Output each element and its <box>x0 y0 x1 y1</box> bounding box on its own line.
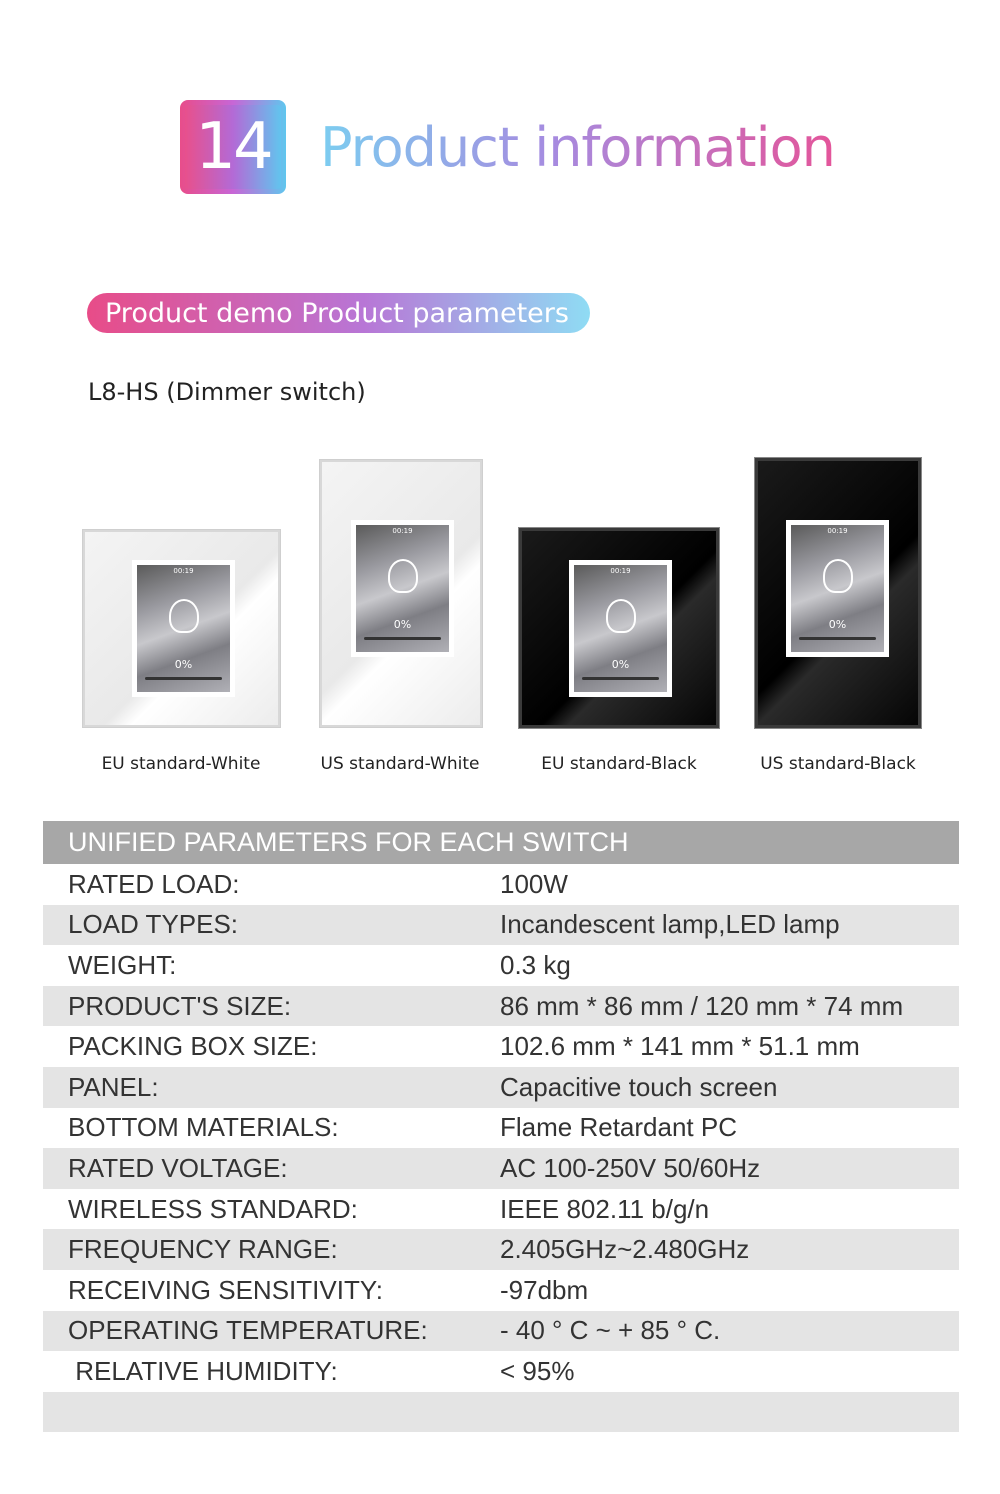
switch-eu-black <box>519 528 719 728</box>
param-value: - 40 ° C ~ + 85 ° C. <box>500 1315 721 1346</box>
dimmer-slider <box>364 637 441 640</box>
param-value: -97dbm <box>500 1274 589 1305</box>
section-number-badge <box>180 100 286 194</box>
table-row <box>43 1026 959 1067</box>
dimmer-percent: 0% <box>611 658 630 671</box>
param-key: PACKING BOX SIZE: <box>68 1031 318 1062</box>
dimmer-slider <box>145 677 222 680</box>
param-value: 2.405GHz~2.480GHz <box>500 1234 750 1265</box>
screen-time: 00:19 <box>610 567 631 575</box>
param-key: BOTTOM MATERIALS: <box>68 1112 339 1143</box>
table-row <box>43 905 959 946</box>
param-key: PRODUCT'S SIZE: <box>68 990 292 1021</box>
table-row <box>43 1148 959 1189</box>
switch-us-black <box>755 458 921 728</box>
page-title: Product information <box>320 115 835 179</box>
caption-eu-black: EU standard-Black <box>541 754 697 774</box>
switch-us-white <box>320 460 482 727</box>
param-value: < 95% <box>500 1355 575 1386</box>
param-key: RELATIVE HUMIDITY: <box>68 1355 338 1386</box>
dimmer-percent: 0% <box>828 618 847 631</box>
param-key: RECEIVING SENSITIVITY: <box>68 1274 383 1305</box>
param-value: Capacitive touch screen <box>500 1071 778 1102</box>
caption-eu-white: EU standard-White <box>101 754 261 774</box>
table-row <box>43 1067 959 1108</box>
model-name: L8-HS (Dimmer switch) <box>88 378 366 406</box>
param-value: IEEE 802.11 b/g/n <box>500 1193 710 1224</box>
screen-time: 00:19 <box>173 567 194 575</box>
param-key: RATED VOLTAGE: <box>68 1152 288 1183</box>
param-key: PANEL: <box>68 1071 159 1102</box>
section-number: 14 <box>195 110 271 184</box>
param-key: OPERATING TEMPERATURE: <box>68 1315 428 1346</box>
param-key: FREQUENCY RANGE: <box>68 1234 338 1265</box>
table-row <box>43 1270 959 1311</box>
param-key: WEIGHT: <box>68 949 177 980</box>
table-row <box>43 864 959 905</box>
param-value: 102.6 mm * 141 mm * 51.1 mm <box>500 1031 860 1062</box>
table-row <box>43 1311 959 1352</box>
screen-time: 00:19 <box>392 527 413 535</box>
dimmer-slider <box>799 637 876 640</box>
table-row <box>43 986 959 1027</box>
param-value: Incandescent lamp,LED lamp <box>500 909 840 940</box>
dimmer-percent: 0% <box>393 618 412 631</box>
switch-screen <box>132 560 235 697</box>
screen-time: 00:19 <box>827 527 848 535</box>
dimmer-percent: 0% <box>174 658 193 671</box>
param-value: AC 100-250V 50/60Hz <box>500 1152 761 1183</box>
param-key: LOAD TYPES: <box>68 909 239 940</box>
param-value: 0.3 kg <box>500 949 571 980</box>
bulb-icon <box>823 559 853 593</box>
table-row <box>43 945 959 986</box>
table-footer <box>43 1392 959 1432</box>
bulb-icon <box>169 599 199 633</box>
param-key: RATED LOAD: <box>68 868 240 899</box>
param-value: 100W <box>500 868 568 899</box>
parameters-table-header: UNIFIED PARAMETERS FOR EACH SWITCH <box>43 821 959 864</box>
dimmer-slider <box>582 677 659 680</box>
caption-us-black: US standard-Black <box>760 754 916 774</box>
section-pill: Product demo Product parameters <box>87 293 590 333</box>
param-value: 86 mm * 86 mm / 120 mm * 74 mm <box>500 990 904 1021</box>
switch-screen <box>351 520 454 657</box>
table-row <box>43 1108 959 1149</box>
bulb-icon <box>606 599 636 633</box>
switch-screen <box>569 560 672 697</box>
switch-screen <box>786 520 889 657</box>
param-key: WIRELESS STANDARD: <box>68 1193 358 1224</box>
switch-eu-white <box>83 530 280 727</box>
caption-us-white: US standard-White <box>320 754 480 774</box>
section-header <box>180 100 835 194</box>
table-row <box>43 1229 959 1270</box>
param-value: Flame Retardant PC <box>500 1112 737 1143</box>
table-row <box>43 1351 959 1392</box>
bulb-icon <box>388 559 418 593</box>
table-row <box>43 1189 959 1230</box>
parameters-table <box>43 821 959 1432</box>
